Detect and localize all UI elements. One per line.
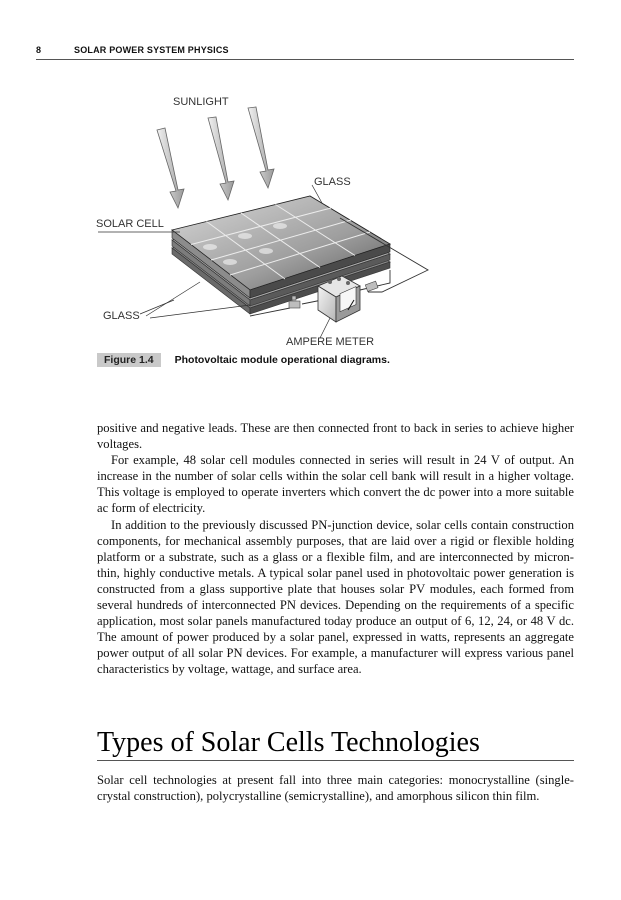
paragraph: For example, 48 solar cell modules connected in series will result in 24 V of output. An increase in the number of solar cells within the solar cell bank will result in a higher voltage. This voltage is employed to operate inverters which convert the dc power into a more suitable ac form of electricity. (97, 453, 574, 516)
label-glass-bottom: GLASS (103, 310, 140, 322)
paragraph: positive and negative leads. These are then connected front to back in series to achieve higher voltages. (97, 421, 574, 452)
figure-photovoltaic-module (90, 90, 435, 352)
label-solar-cell: SOLAR CELL (96, 218, 164, 230)
sunlight-arrow-2 (208, 117, 234, 200)
running-header (36, 45, 574, 60)
section-heading: Types of Solar Cells Technologies (97, 726, 574, 761)
sunlight-arrow-3 (248, 107, 274, 188)
label-sunlight: SUNLIGHT (173, 96, 229, 108)
body-text (97, 420, 574, 678)
running-title: SOLAR POWER SYSTEM PHYSICS (74, 45, 229, 55)
paragraph: In addition to the previously discussed PN-junction device, solar cells contain construction components, for mechanical assembly purposes, that are laid over a rigid or flexible holding platform or a substrate, such as a glass or a flexible film, and are interconnected by micron-thin, highly conductive metals. A typical solar panel used in photovoltaic power generation is constructed from a glass supportive plate that houses solar PV modules, each formed from several hundreds of interconnected PN devices. Depending on the requirements of a specific application, most solar panels manufactured today produce an output of 6, 12, 24, or 48 V dc. The amount of power produced by a solar panel, expressed in watts, represents an aggregate power output of all solar PN devices. For example, a manufacturer will express various panel characteristics by voltage, wattage, and surface area. (97, 517, 574, 677)
label-glass-top: GLASS (314, 176, 351, 188)
section-intro-paragraph: Solar cell technologies at present fall into three main categories: monocrystalline (single-crystal construction), polycrystalline (semicrystalline), and amorphous silicon thin film. (97, 773, 574, 804)
figure-caption (97, 352, 390, 368)
label-ampere-meter: AMPERE METER (286, 336, 375, 348)
figure-caption-text: Photovoltaic module operational diagrams. (174, 354, 390, 366)
figure-number: Figure 1.4 (97, 353, 161, 367)
wire-connector-right (365, 281, 378, 291)
sunlight-arrow-1 (157, 128, 184, 208)
page-number: 8 (36, 45, 42, 55)
